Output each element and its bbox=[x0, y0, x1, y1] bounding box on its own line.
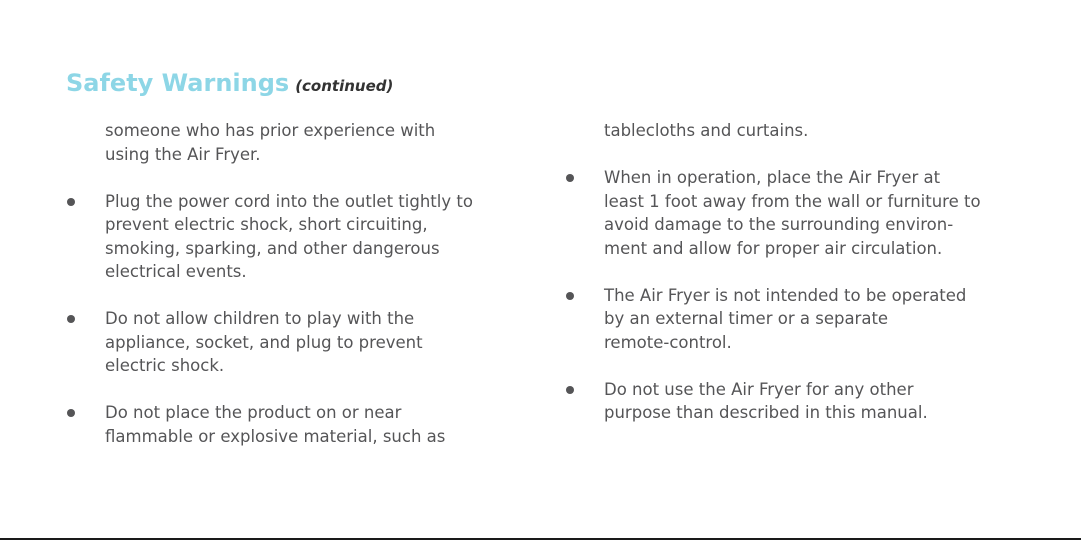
text-line: Do not use the Air Fryer for any other bbox=[604, 379, 914, 399]
text-line: flammable or explosive material, such as bbox=[105, 426, 446, 446]
text-line: least 1 foot away from the wall or furniture to bbox=[604, 191, 981, 211]
left-column bbox=[60, 119, 480, 472]
section-subtitle: (continued) bbox=[295, 77, 394, 95]
text-line: avoid damage to the surrounding environ- bbox=[604, 215, 954, 234]
warning-item bbox=[60, 401, 480, 448]
text-line: ment and allow for proper air circulation. bbox=[604, 238, 943, 258]
warning-item-continued bbox=[559, 119, 979, 143]
bullet-icon bbox=[566, 386, 574, 394]
warning-item-continued bbox=[60, 119, 480, 166]
bullet-icon bbox=[67, 409, 75, 417]
text-line: electric shock. bbox=[105, 356, 225, 375]
text-line: Plug the power cord into the outlet tightly to bbox=[105, 191, 473, 211]
text-line: electrical events. bbox=[105, 262, 247, 281]
bottom-divider bbox=[0, 538, 1081, 540]
text-line: Do not place the product on or near bbox=[105, 403, 402, 422]
right-column bbox=[559, 119, 979, 448]
text-line: appliance, socket, and plug to prevent bbox=[105, 332, 423, 352]
bullet-icon bbox=[566, 174, 574, 182]
text-line: someone who has prior experience with bbox=[105, 121, 436, 140]
section-title: Safety Warnings bbox=[66, 69, 290, 97]
bullet-icon bbox=[566, 292, 574, 300]
text-line: The Air Fryer is not intended to be operated bbox=[604, 285, 967, 305]
text-line: using the Air Fryer. bbox=[105, 144, 261, 164]
warning-item bbox=[559, 166, 979, 260]
text-line: smoking, sparking, and other dangerous bbox=[105, 238, 440, 258]
bullet-icon bbox=[67, 198, 75, 206]
text-line: purpose than described in this manual. bbox=[604, 403, 928, 422]
text-line: When in operation, place the Air Fryer at bbox=[604, 168, 941, 187]
warning-item bbox=[60, 190, 480, 284]
warning-item bbox=[559, 378, 979, 425]
warning-item bbox=[559, 284, 979, 355]
text-line: Do not allow children to play with the bbox=[105, 309, 415, 328]
text-line: by an external timer or a separate bbox=[604, 309, 889, 328]
text-line: prevent electric shock, short circuiting, bbox=[105, 215, 428, 234]
page-title bbox=[66, 62, 393, 104]
bullet-icon bbox=[67, 315, 75, 323]
warning-item bbox=[60, 307, 480, 378]
text-line: tablecloths and curtains. bbox=[604, 121, 809, 140]
text-line: remote-control. bbox=[604, 332, 732, 352]
